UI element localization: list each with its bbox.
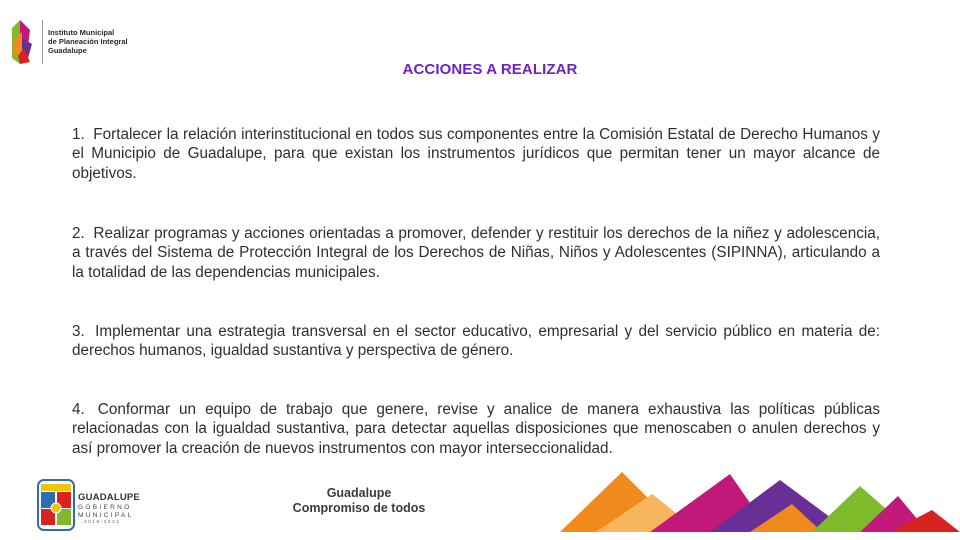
action-item-text: Conformar un equipo de trabajo que genere, revise y analice de manera exhaustiva las políticas públicas relacionadas con la igualdad sustantiva, para detectar aquellas disposiciones que menoscaben o anulen derechos y así promover la creación de nuevos instrumentos con mayor interseccionalidad. bbox=[72, 401, 880, 457]
action-item-number: 3. bbox=[72, 323, 85, 340]
institute-name bbox=[48, 28, 148, 55]
slogan-line1: Guadalupe bbox=[326, 486, 392, 500]
government-logo bbox=[36, 478, 146, 532]
action-item-number: 1. bbox=[72, 126, 85, 143]
mountains-decoration-icon bbox=[560, 466, 960, 540]
slogan-line2: Compromiso de todos bbox=[292, 501, 426, 515]
logo-divider bbox=[42, 20, 43, 64]
action-item-text: Implementar una estrategia transversal en el sector educativo, empresarial y del servicio público en materia de: derechos humanos, igualdad sustantiva y perspectiva de género. bbox=[72, 323, 881, 360]
action-item-4 bbox=[72, 400, 880, 458]
coat-of-arms-icon bbox=[36, 478, 76, 532]
institute-name-line1: Instituto Municipal bbox=[48, 28, 115, 37]
slogan bbox=[276, 486, 442, 516]
action-item-1 bbox=[72, 125, 880, 183]
government-years: 2018-2021 bbox=[84, 520, 121, 525]
action-item-text: Realizar programas y acciones orientadas a promover, defender y restituir los derechos de la niñez y adolescencia, a través del Sistema de Protección Integral de los Derechos de Niñas, Niños y Adolescentes (SIPINNA), articulando a la totalidad de las dependencias municipales. bbox=[72, 225, 881, 281]
action-item-3 bbox=[72, 322, 880, 361]
action-item-number: 2. bbox=[72, 225, 85, 242]
institute-name-line3: Guadalupe bbox=[48, 46, 87, 55]
institute-logo bbox=[8, 18, 148, 66]
action-item-text: Fortalecer la relación interinstitucional en todos sus componentes entre la Comisión Estatal de Derecho Humanos y el Municipio de Guadalupe, para que existan los instrumentos jurídicos que permitan tener un mayor alcance de objetivos. bbox=[72, 126, 881, 182]
imp-emblem-icon bbox=[8, 18, 40, 66]
government-subtitle-1: GOBIERNO bbox=[78, 504, 132, 511]
action-item-2 bbox=[72, 224, 880, 282]
government-name: GUADALUPE bbox=[78, 492, 140, 503]
action-item-number: 4. bbox=[72, 401, 85, 418]
page-title: ACCIONES A REALIZAR bbox=[402, 61, 578, 78]
institute-name-line2: de Planeación Integral bbox=[48, 37, 128, 46]
government-subtitle-2: MUNICIPAL bbox=[78, 512, 134, 519]
